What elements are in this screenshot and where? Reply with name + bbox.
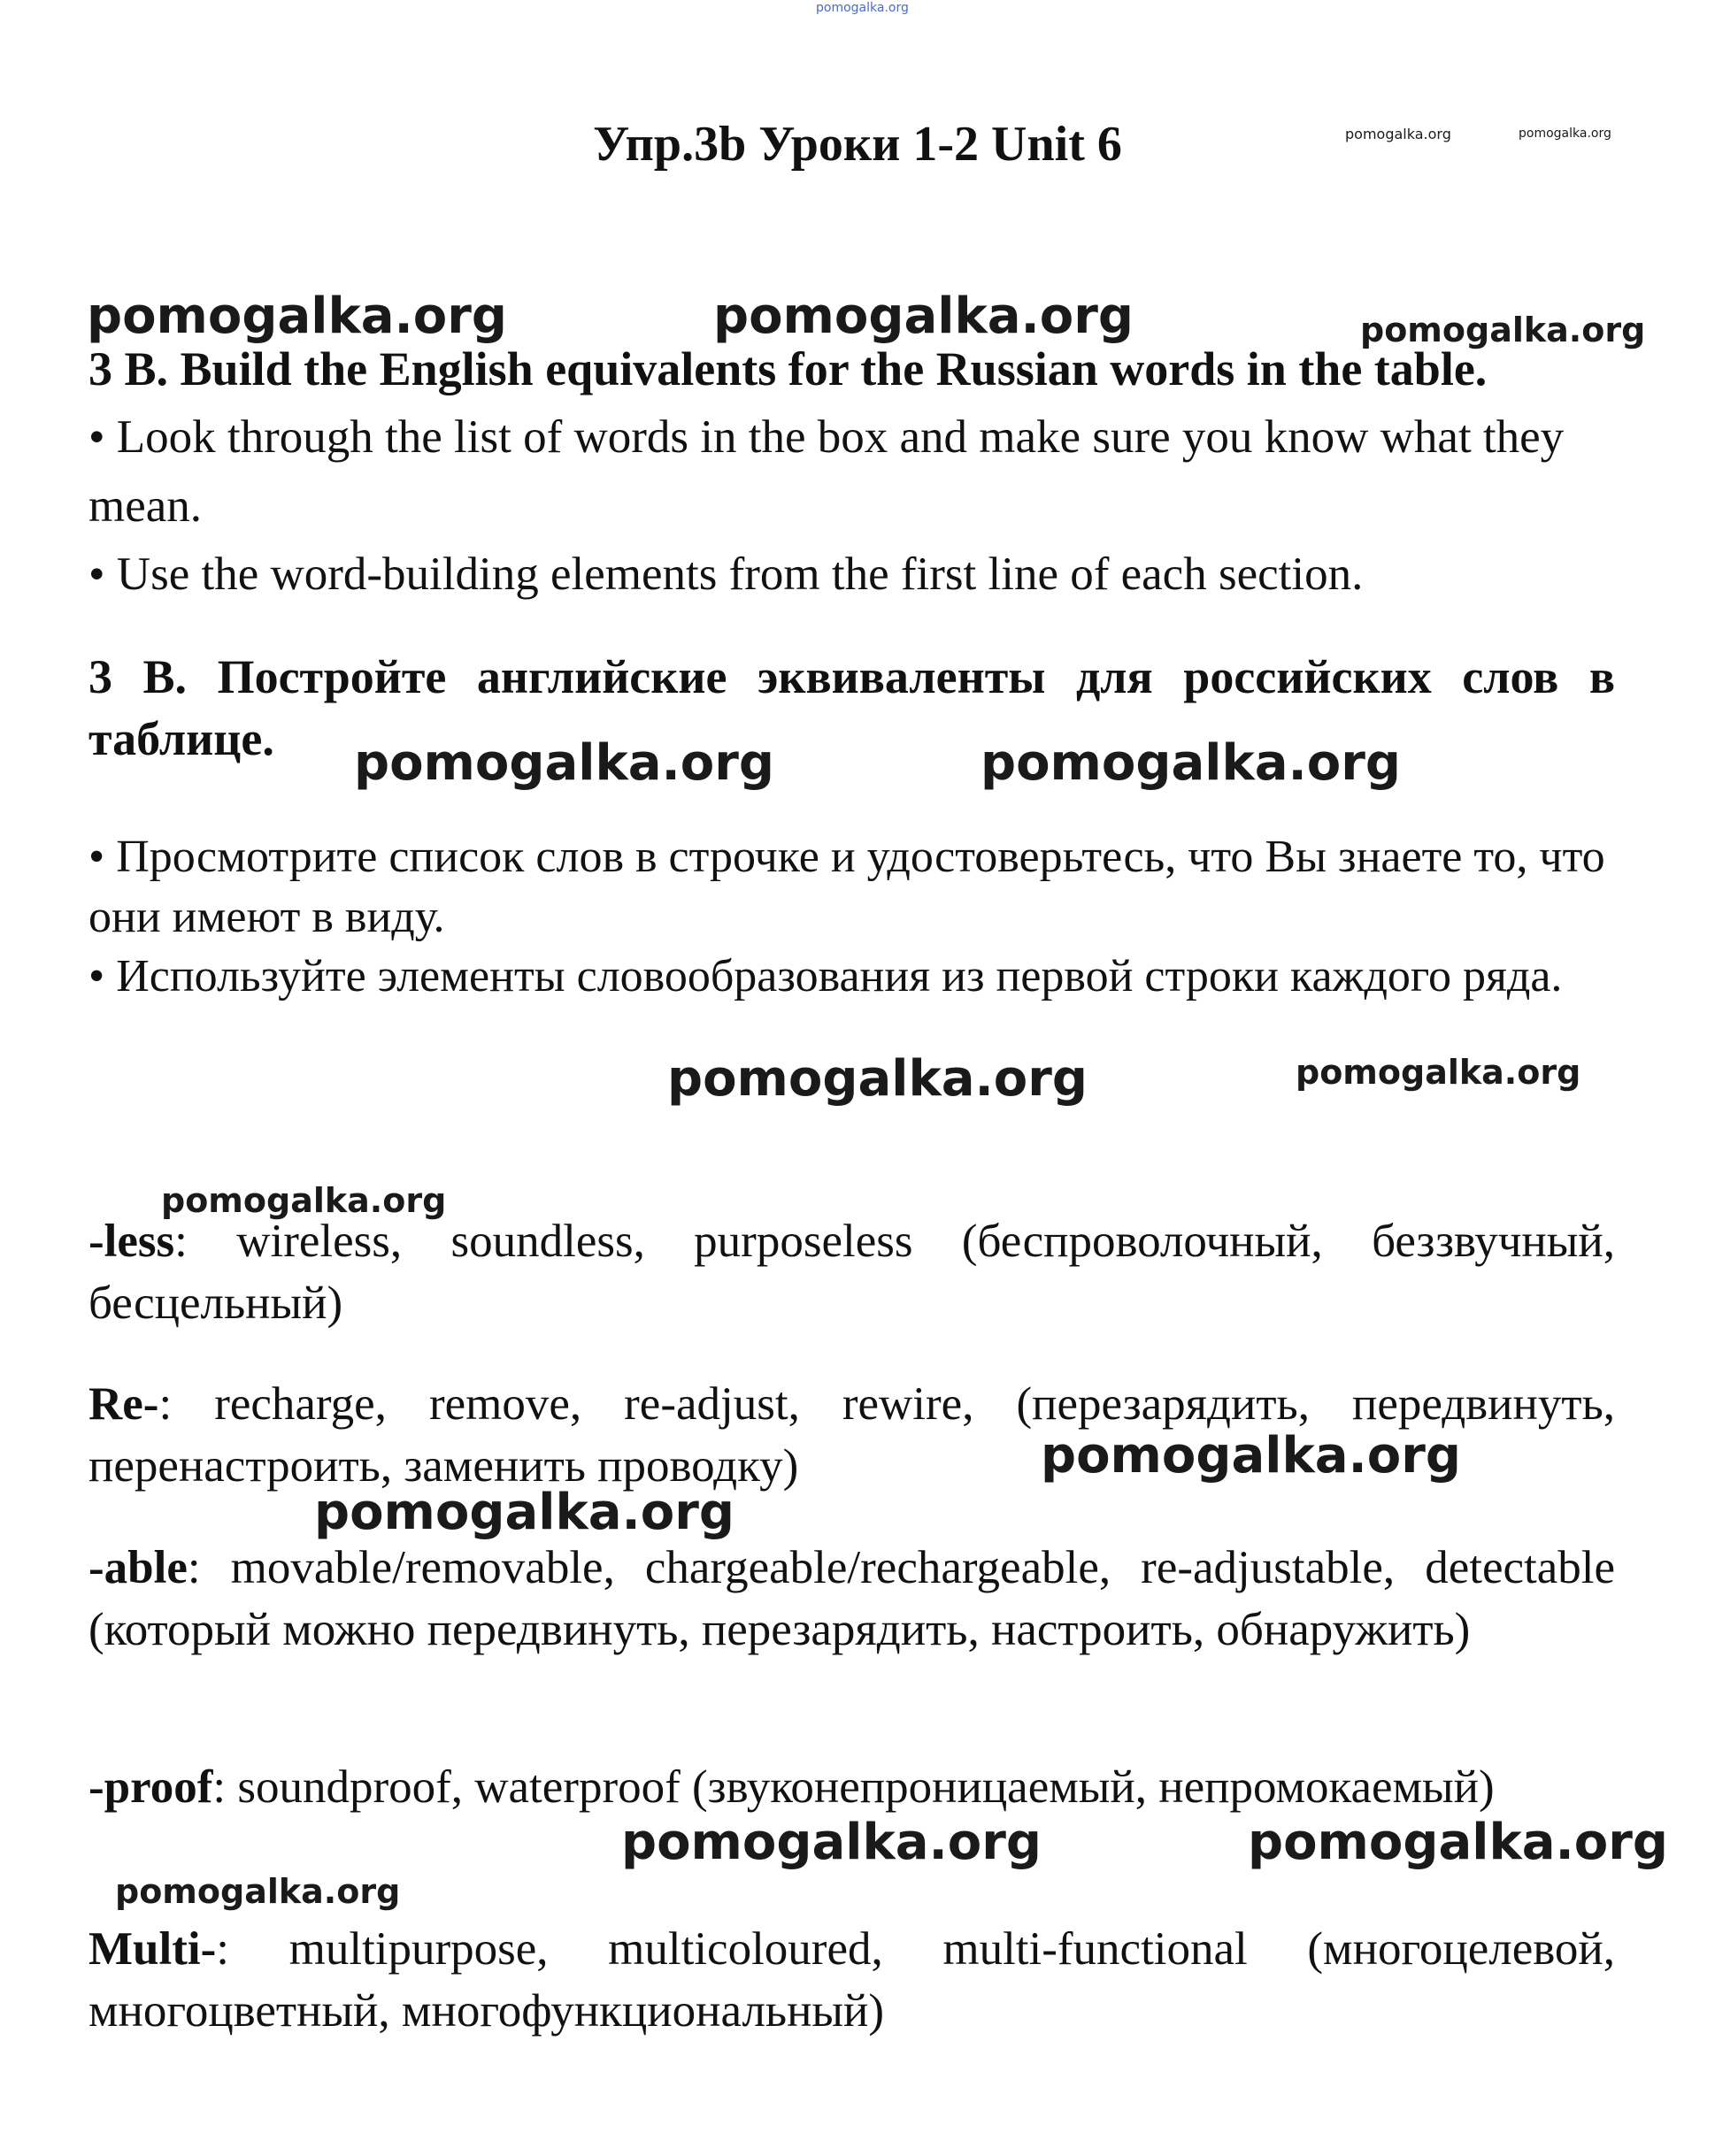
entry-multi [88, 1918, 1615, 2042]
watermark: pomogalka.org [1360, 311, 1646, 349]
entry-text: : soundproof, waterproof (звуконепроницаемый, непромокаемый) [212, 1761, 1495, 1813]
watermark: pomogalka.org [1296, 1053, 1581, 1092]
watermark: pomogalka.org [667, 1050, 1088, 1108]
entry-prefix: Re- [88, 1378, 159, 1430]
english-bullet-1: • Look through the list of words in the box and make sure you know what they mean. [88, 411, 1565, 532]
russian-heading: 3 B. Постройте английские эквиваленты для российских слов в таблице. [88, 650, 1615, 765]
entry-text: : multipurpose, multicoloured, multi-functional (многоцелевой, многоцветный, многофункциональный) [88, 1923, 1615, 2037]
entry-proof [88, 1756, 1615, 1818]
watermark: pomogalka.org [621, 1814, 1042, 1871]
entry-text: : movable/removable, chargeable/rechargeable, re-adjustable, detectable (который можно передвинуть, перезарядить, настроить, обнаружить) [88, 1542, 1615, 1655]
entry-text: : wireless, soundless, purposeless (беспроволочный, беззвучный, бесцельный) [88, 1216, 1615, 1329]
entry-less [88, 1210, 1615, 1334]
watermark: pomogalka.org [1345, 126, 1451, 142]
entry-prefix: Multi- [88, 1923, 217, 1975]
page-title: Упр.3b Уроки 1-2 Unit 6 [593, 117, 1122, 172]
watermark: pomogalka.org [314, 1484, 734, 1541]
watermark: pomogalka.org [713, 288, 1134, 345]
english-bullet-2: • Use the word-building elements from the first line of each section. [88, 549, 1364, 600]
watermark-top: pomogalka.org [816, 1, 909, 15]
watermark: pomogalka.org [115, 1872, 401, 1911]
watermark: pomogalka.org [161, 1181, 447, 1220]
english-heading: 3 B. Build the English equivalents for the Russian words in the table. [88, 342, 1488, 395]
watermark: pomogalka.org [87, 288, 507, 345]
entry-text: : recharge, remove, re-adjust, rewire, (перезарядить, передвинуть, перенастроить, заменить проводку) [88, 1378, 1615, 1492]
entry-prefix: -less [88, 1216, 175, 1267]
russian-bullet-2: • Используйте элементы словообразования из первой строки каждого ряда. [88, 951, 1563, 1001]
watermark: pomogalka.org [1248, 1814, 1668, 1871]
watermark: pomogalka.org [354, 734, 774, 792]
russian-bullet-1: • Просмотрите список слов в строчке и удостоверьтесь, что Вы знаете то, что они имеют в виду. [88, 832, 1605, 942]
watermark: pomogalka.org [1519, 127, 1611, 141]
entry-re [88, 1373, 1615, 1497]
watermark: pomogalka.org [1041, 1427, 1461, 1485]
entry-prefix: -able [88, 1542, 188, 1593]
watermark: pomogalka.org [981, 734, 1401, 792]
entry-prefix: -proof [88, 1761, 213, 1813]
entry-able [88, 1537, 1615, 1661]
